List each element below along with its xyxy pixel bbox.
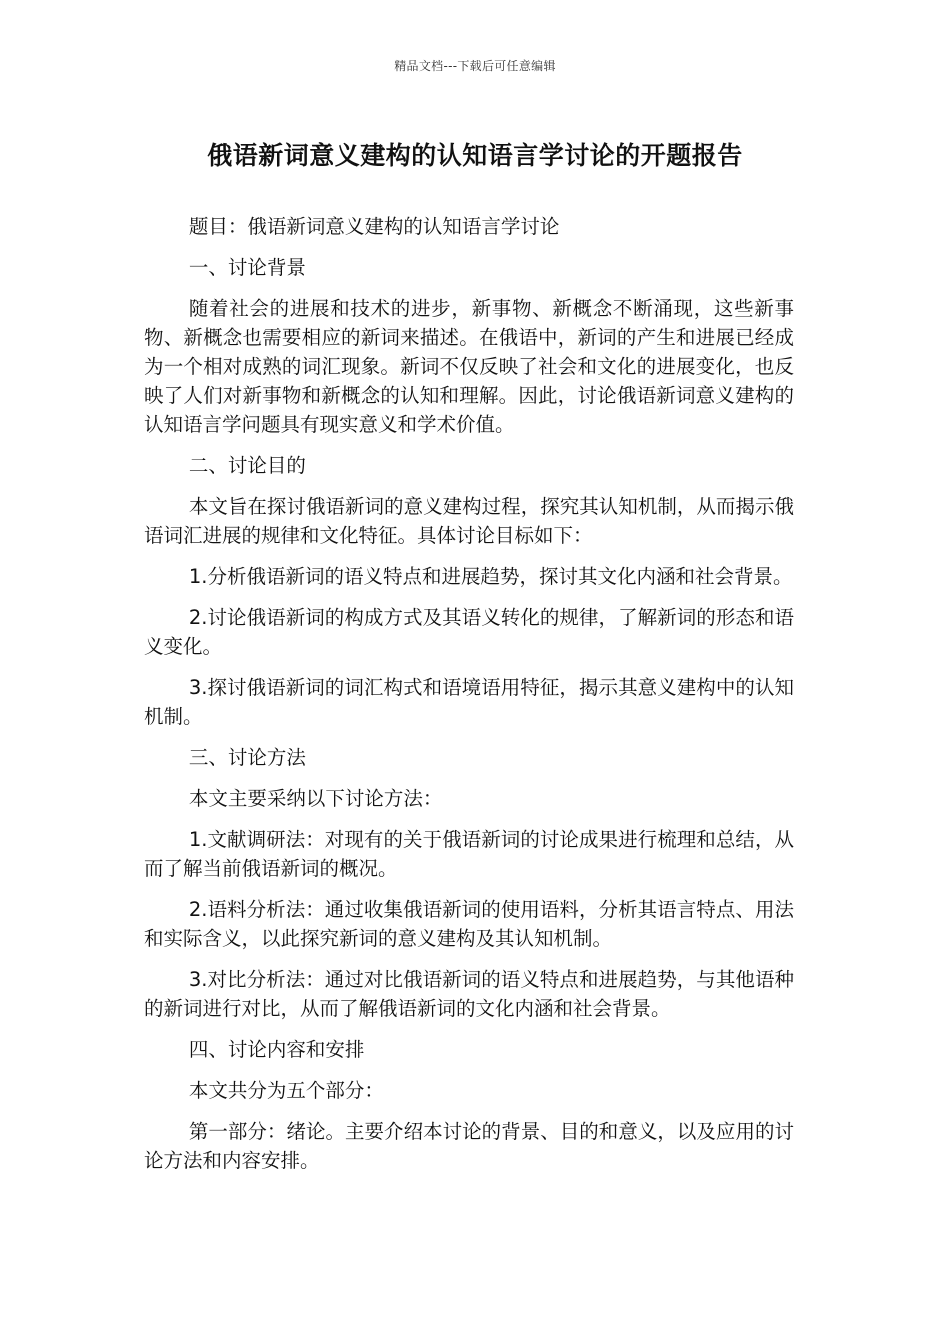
list-item-goal-1: 1.分析俄语新词的语义特点和进展趋势，探讨其文化内涵和社会背景。	[188, 565, 793, 588]
section-heading-background: 一、讨论背景	[188, 256, 306, 279]
list-item-part-1: 第一部分：绪论。主要介绍本讨论的背景、目的和意义，以及应用的讨论方法和内容安排。	[144, 1120, 794, 1172]
document-title: 俄语新词意义建构的认知语言学讨论的开题报告	[207, 141, 743, 170]
paragraph-purpose: 本文旨在探讨俄语新词的意义建构过程，探究其认知机制，从而揭示俄语词汇进展的规律和文化特征。具体讨论目标如下：	[144, 495, 794, 547]
paragraph-methods-intro: 本文主要采纳以下讨论方法：	[188, 787, 443, 810]
list-item-method-1: 1.文献调研法：对现有的关于俄语新词的讨论成果进行梳理和总结，从而了解当前俄语新词的概况。	[144, 828, 794, 880]
section-heading-methods: 三、讨论方法	[188, 746, 306, 769]
topic-line: 题目：俄语新词意义建构的认知语言学讨论	[188, 215, 560, 238]
paragraph-content-intro: 本文共分为五个部分：	[188, 1079, 384, 1102]
list-item-method-2: 2.语料分析法：通过收集俄语新词的使用语料，分析其语言特点、用法和实际含义，以此探究新词的意义建构及其认知机制。	[144, 898, 794, 950]
list-item-method-3: 3.对比分析法：通过对比俄语新词的语义特点和进展趋势，与其他语种的新词进行对比，从而了解俄语新词的文化内涵和社会背景。	[144, 968, 794, 1020]
paragraph-background: 随着社会的进展和技术的进步，新事物、新概念不断涌现，这些新事物、新概念也需要相应的新词来描述。在俄语中，新词的产生和进展已经成为一个相对成熟的词汇现象。新词不仅反映了社会和文化的进展变化，也反映了人们对新事物和新概念的认知和理解。因此，讨论俄语新词意义建构的认知语言学问题具有现实意义和学术价值。	[144, 297, 794, 436]
list-item-goal-3: 3.探讨俄语新词的词汇构式和语境语用特征，揭示其意义建构中的认知机制。	[144, 676, 794, 728]
document-body	[144, 212, 794, 1187]
list-item-goal-2: 2.讨论俄语新词的构成方式及其语义转化的规律，了解新词的形态和语义变化。	[144, 606, 794, 658]
section-heading-content: 四、讨论内容和安排	[188, 1038, 365, 1061]
header-note: 精品文档---下载后可任意编辑	[394, 59, 556, 73]
section-heading-purpose: 二、讨论目的	[188, 454, 306, 477]
